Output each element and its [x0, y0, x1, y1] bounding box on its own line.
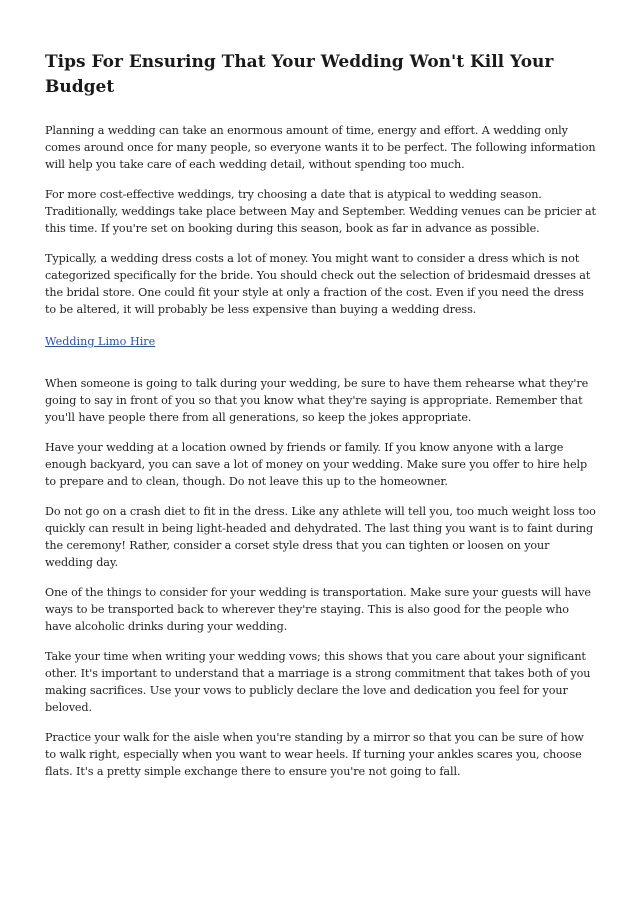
paragraph-date: For more cost-effective weddings, try choosing a date that is atypical to wedding season. Traditionally, weddings take place between May and September. Wedding venues can be pricier at this time. If you're set on booking during this season, book as far in advance as possible. [45, 188, 596, 235]
paragraph-location: Have your wedding at a location owned by friends or family. If you know anyone with a large enough backyard, you can save a lot of money on your wedding. Make sure you offer to hire help to prepare and to clean, though. Do not leave this up to the homeowner. [45, 441, 588, 488]
paragraph-transportation: One of the things to consider for your wedding is transportation. Make sure your guests will have ways to be transported back to wherever they're staying. This is also good for the people who have alcoholic drinks during your wedding. [45, 586, 591, 633]
paragraph-planning: Planning a wedding can take an enormous amount of time, energy and effort. A wedding only comes around once for many people, so everyone wants it to be perfect. The following information will help you take care of each wedding detail, without spending too much. [45, 124, 596, 171]
paragraph-dress-cost: Typically, a wedding dress costs a lot of money. You might want to consider a dress which is not categorized specifically for the bride. You should check out the selection of bridesmaid dresses at the bridal store. One could fit your style at only a fraction of the cost. Even if you need the dress to be altered, it will probably be less expensive than buying a wedding dress. [45, 252, 591, 316]
paragraph-diet: Do not go on a crash diet to fit in the dress. Like any athlete will tell you, too much weight loss too quickly can result in being light-headed and dehydrated. The last thing you want is to faint during the ceremony! Rather, consider a corset style dress that you can tighten or loosen on your wedding day. [45, 505, 596, 569]
link-container [45, 331, 597, 363]
document-title: Tips For Ensuring That Your Wedding Won't Kill Your Budget [45, 52, 554, 97]
paragraph-vows: Take your time when writing your wedding vows; this shows that you care about your significant other. It's important to understand that a marriage is a strong commitment that takes both of you making sacrifices. Use your vows to publicly declare the love and dedication you feel for your beloved. [45, 650, 591, 714]
paragraph-speech: When someone is going to talk during your wedding, be sure to have them rehearse what they're going to say in front of you so that you know what they're saying is appropriate. Remember that you'll have people there from all generations, so keep the jokes appropriate. [45, 377, 589, 424]
wedding-limo-hire-link[interactable]: Wedding Limo Hire [45, 335, 156, 348]
document-page [45, 50, 597, 793]
paragraph-walk: Practice your walk for the aisle when you're standing by a mirror so that you can be sure of how to walk right, especially when you want to wear heels. If turning your ankles scares you, choose flats. It's a pretty simple exchange there to ensure you're not going to fall. [45, 731, 584, 778]
